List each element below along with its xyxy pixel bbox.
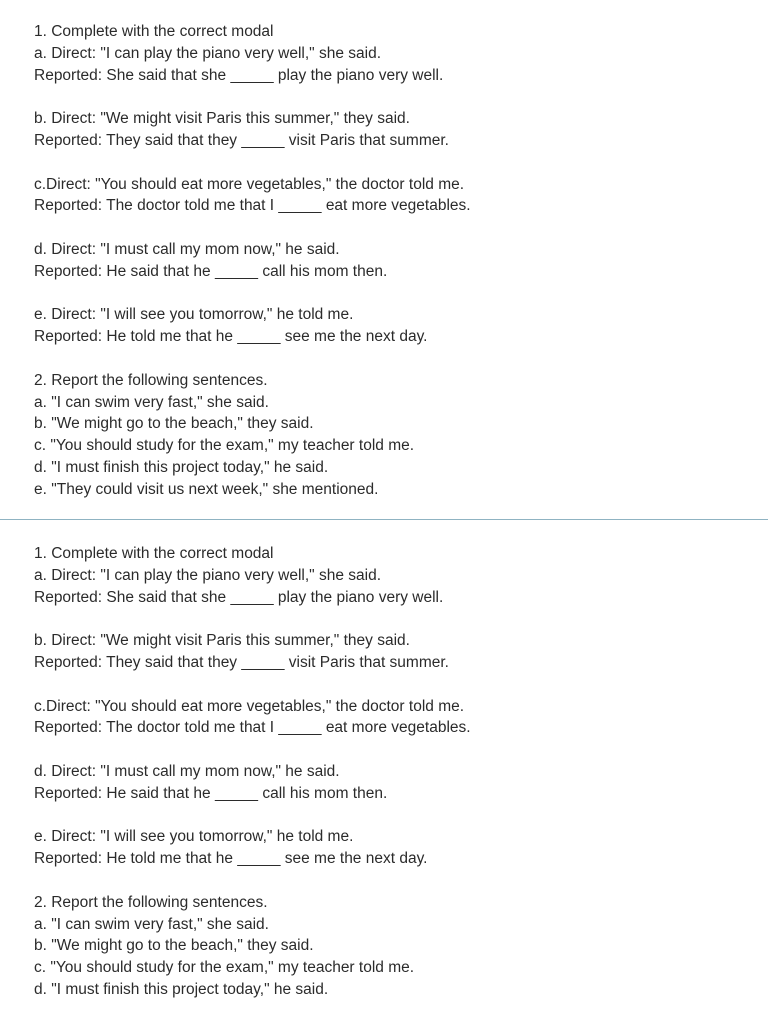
item-e-direct: e. Direct: "I will see you tomorrow," he told me. <box>34 306 354 324</box>
item-c-direct: c.Direct: "You should eat more vegetables," the doctor told me. <box>34 175 465 193</box>
spacer <box>34 608 754 630</box>
item-e-reported: Reported: He told me that he _____ see me the next day. <box>34 328 428 346</box>
spacer <box>34 870 754 892</box>
spacer <box>34 805 754 827</box>
item-e-reported: Reported: He told me that he _____ see me the next day. <box>34 850 428 868</box>
item-a-reported: Reported: She said that she _____ play the piano very well. <box>34 588 444 606</box>
item-a-reported: Reported: She said that she _____ play the piano very well. <box>34 66 444 84</box>
item-d-direct: d. Direct: "I must call my mom now," he said. <box>34 240 340 258</box>
sentence-d: d. "I must finish this project today," he said. <box>34 458 329 476</box>
item-c-reported: Reported: The doctor told me that I _____ eat more vegetables. <box>34 197 471 215</box>
cut-divider-line <box>0 519 768 520</box>
sentence-b: b. "We might go to the beach," they said. <box>34 937 314 955</box>
item-a-direct: a. Direct: "I can play the piano very well," she said. <box>34 566 382 584</box>
part2-title: 2. Report the following sentences. <box>34 371 268 389</box>
item-a-direct: a. Direct: "I can play the piano very well," she said. <box>34 44 382 62</box>
sentence-c: c. "You should study for the exam," my teacher told me. <box>34 437 415 455</box>
sentence-a: a. "I can swim very fast," she said. <box>34 393 269 411</box>
spacer <box>34 348 754 370</box>
item-b-reported: Reported: They said that they _____ visit Paris that summer. <box>34 653 449 671</box>
spacer <box>34 283 754 305</box>
spacer <box>34 674 754 696</box>
spacer <box>34 86 754 108</box>
sentence-e: e. "They could visit us next week," she mentioned. <box>34 480 379 498</box>
sentence-b: b. "We might go to the beach," they said. <box>34 415 314 433</box>
item-d-direct: d. Direct: "I must call my mom now," he said. <box>34 762 340 780</box>
sentence-c: c. "You should study for the exam," my teacher told me. <box>34 959 415 977</box>
sentence-a: a. "I can swim very fast," she said. <box>34 915 269 933</box>
part1-title: 1. Complete with the correct modal <box>34 545 274 562</box>
spacer <box>34 152 754 174</box>
sentence-d: d. "I must finish this project today," he said. <box>34 980 329 998</box>
item-e-direct: e. Direct: "I will see you tomorrow," he told me. <box>34 828 354 846</box>
item-b-direct: b. Direct: "We might visit Paris this summer," they said. <box>34 110 410 128</box>
item-c-direct: c.Direct: "You should eat more vegetables," the doctor told me. <box>34 697 465 715</box>
part2-title: 2. Report the following sentences. <box>34 893 268 911</box>
item-d-reported: Reported: He said that he _____ call his mom then. <box>34 262 388 280</box>
worksheet-top <box>34 21 754 501</box>
item-b-reported: Reported: They said that they _____ visit Paris that summer. <box>34 131 449 149</box>
spacer <box>34 739 754 761</box>
item-b-direct: b. Direct: "We might visit Paris this summer," they said. <box>34 632 410 650</box>
part1-title: 1. Complete with the correct modal <box>34 23 274 40</box>
worksheet-bottom <box>34 543 754 1001</box>
spacer <box>34 217 754 239</box>
item-d-reported: Reported: He said that he _____ call his mom then. <box>34 784 388 802</box>
item-c-reported: Reported: The doctor told me that I _____ eat more vegetables. <box>34 719 471 737</box>
